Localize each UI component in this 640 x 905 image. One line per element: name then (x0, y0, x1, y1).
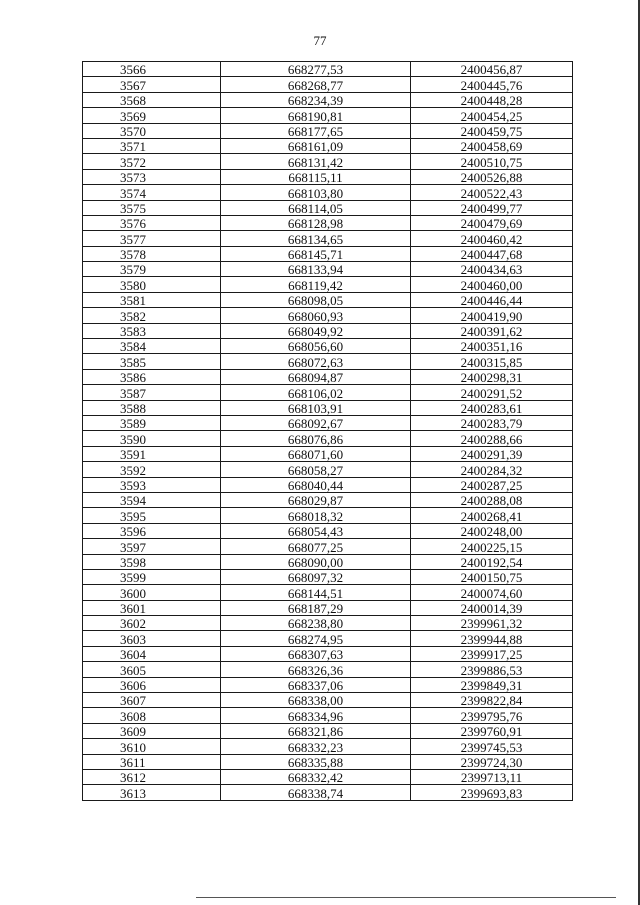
x-coordinate-cell: 668145,71 (221, 246, 411, 261)
x-coordinate-cell: 668090,00 (221, 554, 411, 569)
x-coordinate-cell: 668071,60 (221, 446, 411, 461)
table-row (83, 154, 573, 169)
table-row (83, 739, 573, 754)
y-coordinate-cell: 2400419,90 (411, 308, 573, 323)
x-coordinate-cell: 668029,87 (221, 492, 411, 507)
table-row (83, 631, 573, 646)
table-row (83, 693, 573, 708)
x-coordinate-cell: 668177,65 (221, 123, 411, 138)
point-number-cell: 3586 (83, 369, 221, 384)
point-number-cell: 3569 (83, 108, 221, 123)
x-coordinate-cell: 668077,25 (221, 539, 411, 554)
y-coordinate-cell: 2400434,63 (411, 262, 573, 277)
point-number-cell: 3571 (83, 138, 221, 153)
x-coordinate-cell: 668054,43 (221, 523, 411, 538)
x-coordinate-cell: 668161,09 (221, 138, 411, 153)
point-number-cell: 3570 (83, 123, 221, 138)
table-row (83, 662, 573, 677)
page-bottom-divider (196, 897, 616, 898)
point-number-cell: 3573 (83, 169, 221, 184)
table-row (83, 754, 573, 769)
y-coordinate-cell: 2400192,54 (411, 554, 573, 569)
table-row (83, 708, 573, 723)
point-number-cell: 3613 (83, 785, 221, 800)
point-number-cell: 3590 (83, 431, 221, 446)
table-row (83, 169, 573, 184)
y-coordinate-cell: 2400283,79 (411, 415, 573, 430)
point-number-cell: 3581 (83, 292, 221, 307)
y-coordinate-cell: 2400522,43 (411, 185, 573, 200)
x-coordinate-cell: 668334,96 (221, 708, 411, 723)
point-number-cell: 3574 (83, 185, 221, 200)
x-coordinate-cell: 668338,74 (221, 785, 411, 800)
table-row (83, 123, 573, 138)
x-coordinate-cell: 668190,81 (221, 108, 411, 123)
table-row (83, 185, 573, 200)
x-coordinate-cell: 668274,95 (221, 631, 411, 646)
point-number-cell: 3612 (83, 769, 221, 784)
point-number-cell: 3607 (83, 693, 221, 708)
y-coordinate-cell: 2400283,61 (411, 400, 573, 415)
table-row (83, 354, 573, 369)
point-number-cell: 3584 (83, 339, 221, 354)
x-coordinate-cell: 668119,42 (221, 277, 411, 292)
y-coordinate-cell: 2400351,16 (411, 339, 573, 354)
y-coordinate-cell: 2400447,68 (411, 246, 573, 261)
table-row (83, 369, 573, 384)
x-coordinate-cell: 668058,27 (221, 462, 411, 477)
x-coordinate-cell: 668337,06 (221, 677, 411, 692)
point-number-cell: 3599 (83, 569, 221, 584)
y-coordinate-cell: 2399760,91 (411, 723, 573, 738)
y-coordinate-cell: 2399713,11 (411, 769, 573, 784)
table-row (83, 569, 573, 584)
y-coordinate-cell: 2399849,31 (411, 677, 573, 692)
x-coordinate-cell: 668338,00 (221, 693, 411, 708)
point-number-cell: 3603 (83, 631, 221, 646)
table-row (83, 539, 573, 554)
table-row (83, 600, 573, 615)
x-coordinate-cell: 668128,98 (221, 215, 411, 230)
x-coordinate-cell: 668103,80 (221, 185, 411, 200)
table-row (83, 138, 573, 153)
x-coordinate-cell: 668133,94 (221, 262, 411, 277)
table-row (83, 477, 573, 492)
table-row (83, 492, 573, 507)
point-number-cell: 3578 (83, 246, 221, 261)
point-number-cell: 3609 (83, 723, 221, 738)
x-coordinate-cell: 668187,29 (221, 600, 411, 615)
table-row (83, 415, 573, 430)
x-coordinate-cell: 668332,42 (221, 769, 411, 784)
y-coordinate-cell: 2399822,84 (411, 693, 573, 708)
point-number-cell: 3588 (83, 400, 221, 415)
y-coordinate-cell: 2400499,77 (411, 200, 573, 215)
table-row (83, 523, 573, 538)
x-coordinate-cell: 668234,39 (221, 92, 411, 107)
table-row (83, 277, 573, 292)
point-number-cell: 3582 (83, 308, 221, 323)
y-coordinate-cell: 2400014,39 (411, 600, 573, 615)
x-coordinate-cell: 668134,65 (221, 231, 411, 246)
point-number-cell: 3592 (83, 462, 221, 477)
table-row (83, 200, 573, 215)
y-coordinate-cell: 2400510,75 (411, 154, 573, 169)
point-number-cell: 3598 (83, 554, 221, 569)
table-row (83, 677, 573, 692)
y-coordinate-cell: 2400315,85 (411, 354, 573, 369)
point-number-cell: 3602 (83, 616, 221, 631)
y-coordinate-cell: 2400291,39 (411, 446, 573, 461)
x-coordinate-cell: 668114,05 (221, 200, 411, 215)
x-coordinate-cell: 668321,86 (221, 723, 411, 738)
point-number-cell: 3567 (83, 77, 221, 92)
x-coordinate-cell: 668092,67 (221, 415, 411, 430)
x-coordinate-cell: 668040,44 (221, 477, 411, 492)
y-coordinate-cell: 2400150,75 (411, 569, 573, 584)
point-number-cell: 3576 (83, 215, 221, 230)
y-coordinate-cell: 2400479,69 (411, 215, 573, 230)
page-number: 77 (313, 33, 327, 48)
table-row (83, 92, 573, 107)
table-row (83, 785, 573, 800)
x-coordinate-cell: 668018,32 (221, 508, 411, 523)
x-coordinate-cell: 668332,23 (221, 739, 411, 754)
y-coordinate-cell: 2400291,52 (411, 385, 573, 400)
table-row (83, 262, 573, 277)
y-coordinate-cell: 2399917,25 (411, 646, 573, 661)
table-row (83, 446, 573, 461)
y-coordinate-cell: 2400288,66 (411, 431, 573, 446)
x-coordinate-cell: 668131,42 (221, 154, 411, 169)
point-number-cell: 3591 (83, 446, 221, 461)
y-coordinate-cell: 2400445,76 (411, 77, 573, 92)
table-row (83, 585, 573, 600)
table-row (83, 308, 573, 323)
x-coordinate-cell: 668049,92 (221, 323, 411, 338)
y-coordinate-cell: 2400225,15 (411, 539, 573, 554)
table-row (83, 339, 573, 354)
y-coordinate-cell: 2400268,41 (411, 508, 573, 523)
x-coordinate-cell: 668098,05 (221, 292, 411, 307)
x-coordinate-cell: 668072,63 (221, 354, 411, 369)
point-number-cell: 3600 (83, 585, 221, 600)
table-row (83, 554, 573, 569)
x-coordinate-cell: 668106,02 (221, 385, 411, 400)
point-number-cell: 3568 (83, 92, 221, 107)
table-row (83, 769, 573, 784)
y-coordinate-cell: 2399724,30 (411, 754, 573, 769)
point-number-cell: 3587 (83, 385, 221, 400)
y-coordinate-cell: 2400287,25 (411, 477, 573, 492)
x-coordinate-cell: 668097,32 (221, 569, 411, 584)
point-number-cell: 3605 (83, 662, 221, 677)
y-coordinate-cell: 2400459,75 (411, 123, 573, 138)
table-row (83, 462, 573, 477)
point-number-cell: 3585 (83, 354, 221, 369)
point-number-cell: 3579 (83, 262, 221, 277)
table-row (83, 508, 573, 523)
y-coordinate-cell: 2399886,53 (411, 662, 573, 677)
x-coordinate-cell: 668268,77 (221, 77, 411, 92)
y-coordinate-cell: 2400458,69 (411, 138, 573, 153)
x-coordinate-cell: 668094,87 (221, 369, 411, 384)
table-row (83, 431, 573, 446)
y-coordinate-cell: 2400454,25 (411, 108, 573, 123)
table-row (83, 215, 573, 230)
y-coordinate-cell: 2400248,00 (411, 523, 573, 538)
y-coordinate-cell: 2400460,00 (411, 277, 573, 292)
point-number-cell: 3572 (83, 154, 221, 169)
y-coordinate-cell: 2400446,44 (411, 292, 573, 307)
table-row (83, 231, 573, 246)
table-row (83, 323, 573, 338)
point-number-cell: 3583 (83, 323, 221, 338)
x-coordinate-cell: 668060,93 (221, 308, 411, 323)
y-coordinate-cell: 2400448,28 (411, 92, 573, 107)
x-coordinate-cell: 668056,60 (221, 339, 411, 354)
point-number-cell: 3566 (83, 62, 221, 77)
coordinates-table-body (83, 62, 573, 801)
y-coordinate-cell: 2400074,60 (411, 585, 573, 600)
point-number-cell: 3589 (83, 415, 221, 430)
table-row (83, 646, 573, 661)
point-number-cell: 3610 (83, 739, 221, 754)
point-number-cell: 3580 (83, 277, 221, 292)
point-number-cell: 3597 (83, 539, 221, 554)
x-coordinate-cell: 668144,51 (221, 585, 411, 600)
point-number-cell: 3593 (83, 477, 221, 492)
y-coordinate-cell: 2399795,76 (411, 708, 573, 723)
table-row (83, 385, 573, 400)
y-coordinate-cell: 2400284,32 (411, 462, 573, 477)
x-coordinate-cell: 668115,11 (221, 169, 411, 184)
coordinates-table (82, 61, 573, 801)
point-number-cell: 3575 (83, 200, 221, 215)
table-row (83, 77, 573, 92)
table-row (83, 292, 573, 307)
point-number-cell: 3577 (83, 231, 221, 246)
y-coordinate-cell: 2399693,83 (411, 785, 573, 800)
table-row (83, 616, 573, 631)
y-coordinate-cell: 2399961,32 (411, 616, 573, 631)
x-coordinate-cell: 668335,88 (221, 754, 411, 769)
point-number-cell: 3596 (83, 523, 221, 538)
x-coordinate-cell: 668076,86 (221, 431, 411, 446)
table-row (83, 108, 573, 123)
y-coordinate-cell: 2400288,08 (411, 492, 573, 507)
point-number-cell: 3594 (83, 492, 221, 507)
y-coordinate-cell: 2399944,88 (411, 631, 573, 646)
point-number-cell: 3601 (83, 600, 221, 615)
point-number-cell: 3608 (83, 708, 221, 723)
x-coordinate-cell: 668326,36 (221, 662, 411, 677)
x-coordinate-cell: 668103,91 (221, 400, 411, 415)
y-coordinate-cell: 2400298,31 (411, 369, 573, 384)
point-number-cell: 3611 (83, 754, 221, 769)
point-number-cell: 3606 (83, 677, 221, 692)
table-row (83, 723, 573, 738)
x-coordinate-cell: 668307,63 (221, 646, 411, 661)
point-number-cell: 3595 (83, 508, 221, 523)
y-coordinate-cell: 2400526,88 (411, 169, 573, 184)
point-number-cell: 3604 (83, 646, 221, 661)
x-coordinate-cell: 668277,53 (221, 62, 411, 77)
y-coordinate-cell: 2399745,53 (411, 739, 573, 754)
y-coordinate-cell: 2400460,42 (411, 231, 573, 246)
y-coordinate-cell: 2400391,62 (411, 323, 573, 338)
y-coordinate-cell: 2400456,87 (411, 62, 573, 77)
table-row (83, 400, 573, 415)
table-row (83, 246, 573, 261)
coordinates-table-container (82, 61, 573, 801)
x-coordinate-cell: 668238,80 (221, 616, 411, 631)
table-row (83, 62, 573, 77)
